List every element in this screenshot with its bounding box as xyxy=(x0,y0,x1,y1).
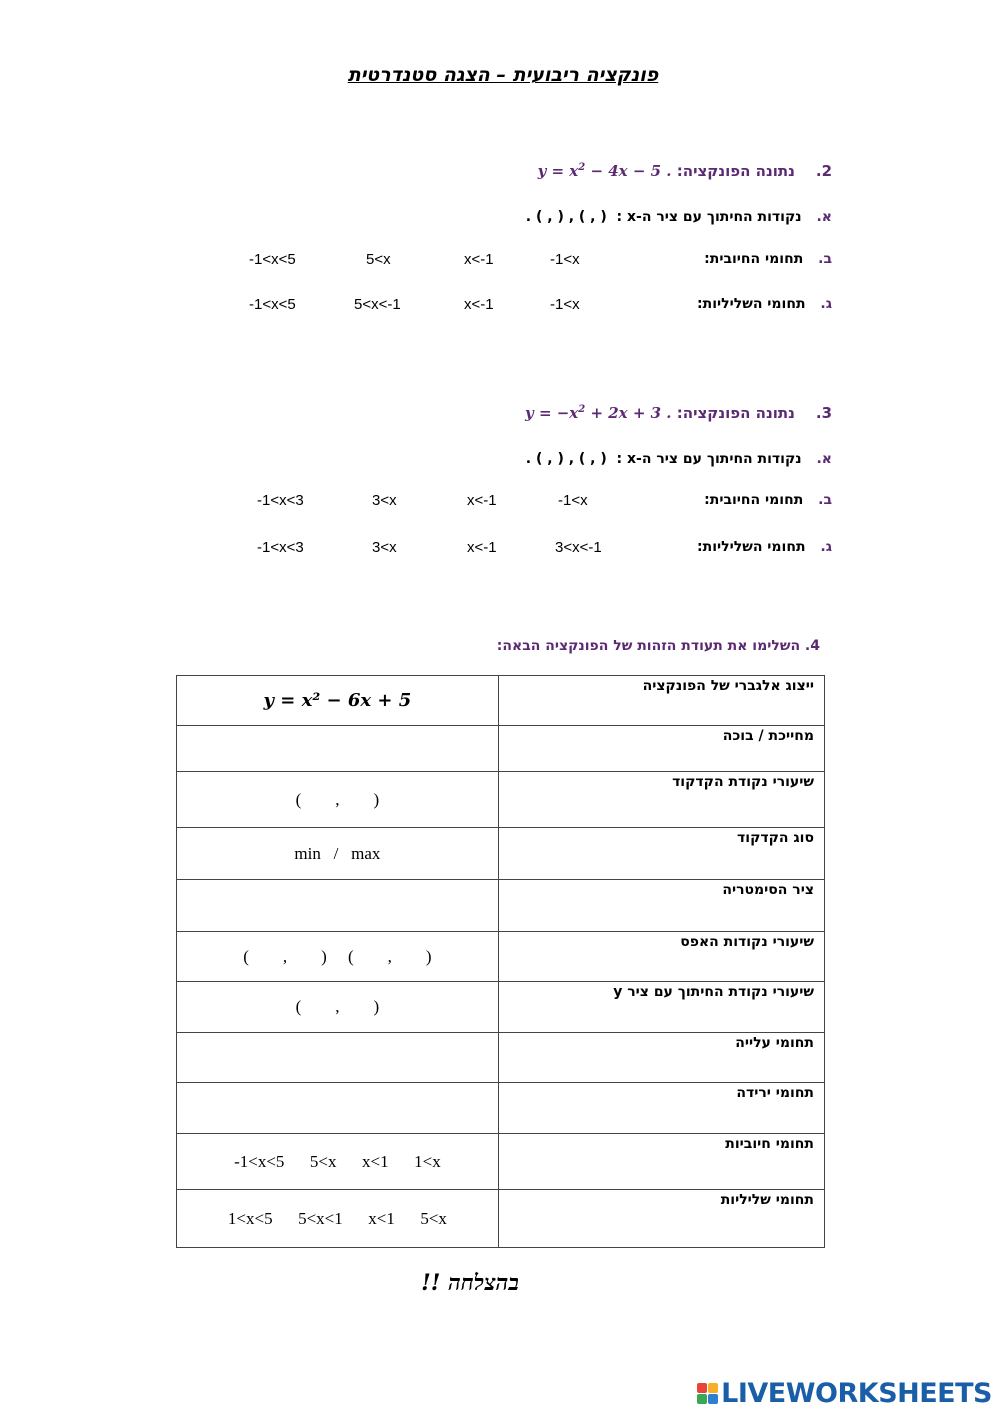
label-cell: סוג הקדקוד xyxy=(498,828,824,880)
table-row xyxy=(177,828,825,880)
option[interactable]: x<-1 xyxy=(467,492,497,509)
function-formula: $y = -x^2 + 2x + 3$ xyxy=(525,404,662,422)
question-3-heading xyxy=(525,404,832,422)
answer-cell[interactable]: min / max xyxy=(177,828,499,880)
liveworksheets-logo xyxy=(697,1378,992,1409)
intersection-points-blank[interactable]: ( , ) , ( , ) . xyxy=(525,451,607,467)
question-2-part-c-label xyxy=(697,296,832,312)
label-cell: ציר הסימטריה xyxy=(498,880,824,932)
part-label: תחומי החיובית: xyxy=(704,251,804,267)
label-cell: תחומי ירידה xyxy=(498,1083,824,1134)
logo-icon xyxy=(697,1383,718,1404)
option[interactable]: -1<x xyxy=(550,296,580,313)
part-label: תחומי השליליות: xyxy=(697,539,806,555)
logo-text: LIVEWORKSHEETS xyxy=(721,1378,992,1409)
option[interactable]: -1<x xyxy=(558,492,588,509)
label-cell: ייצוג אלגברי של הפונקציה xyxy=(498,676,824,726)
question-2-heading xyxy=(538,162,832,180)
label-cell: שיעורי נקודת החיתוך עם ציר y xyxy=(498,982,824,1033)
part-letter: ב. xyxy=(818,492,832,508)
table-row xyxy=(177,1134,825,1190)
option[interactable]: x<-1 xyxy=(464,251,494,268)
option[interactable]: 5<x xyxy=(366,251,391,268)
option[interactable]: -1<x<3 xyxy=(257,492,304,509)
label-cell: מחייכת / בוכה xyxy=(498,726,824,772)
question-3-part-a xyxy=(526,451,832,467)
good-luck-text: בהצלחה !! xyxy=(421,1270,519,1296)
label-cell: שיעורי נקודות האפס xyxy=(498,932,824,982)
option[interactable]: -1<x<5 xyxy=(249,251,296,268)
option[interactable]: x<-1 xyxy=(464,296,494,313)
question-3-part-b-label xyxy=(704,492,832,508)
option[interactable]: -1<x xyxy=(550,251,580,268)
logo-block xyxy=(697,1394,707,1404)
part-letter: ב. xyxy=(818,251,832,267)
answer-cell[interactable] xyxy=(177,1083,499,1134)
answer-cell[interactable]: 1<x<5 5<x<1 x<1 5<x xyxy=(177,1190,499,1248)
table-row xyxy=(177,1190,825,1248)
table-row xyxy=(177,880,825,932)
option[interactable]: 3<x<-1 xyxy=(555,539,602,556)
label-cell: תחומי שליליות xyxy=(498,1190,824,1248)
answer-cell[interactable]: -1<x<5 5<x x<1 1<x xyxy=(177,1134,499,1190)
label-cell: תחומי חיוביות xyxy=(498,1134,824,1190)
logo-block xyxy=(708,1383,718,1393)
answer-cell[interactable] xyxy=(177,880,499,932)
part-label: נקודות החיתוך עם ציר ה-x : xyxy=(616,451,802,467)
formula-dot: . xyxy=(666,404,672,422)
question-2-part-b-label xyxy=(704,251,832,267)
answer-cell[interactable]: ( , ) ( , ) xyxy=(177,932,499,982)
part-label: תחומי החיובית: xyxy=(704,492,804,508)
formula-value: y = x² − 6x + 5 xyxy=(263,690,412,711)
given-label: נתונה הפונקציה: xyxy=(676,404,795,422)
table-row xyxy=(177,1033,825,1083)
given-label: נתונה הפונקציה: xyxy=(676,162,795,180)
part-label: נקודות החיתוך עם ציר ה-x : xyxy=(616,209,802,225)
option[interactable]: 5<x<-1 xyxy=(354,296,401,313)
label-cell: שיעורי נקודת הקדקוד xyxy=(498,772,824,828)
table-row xyxy=(177,676,825,726)
answer-cell[interactable] xyxy=(177,726,499,772)
option[interactable]: x<-1 xyxy=(467,539,497,556)
question-number: 3. xyxy=(815,404,832,422)
question-3-part-c-label xyxy=(697,539,832,555)
question-2-part-a xyxy=(526,209,832,225)
option[interactable]: 3<x xyxy=(372,539,397,556)
answer-cell[interactable] xyxy=(177,1033,499,1083)
function-formula: $y = x^2 - 4x - 5$ xyxy=(537,162,662,180)
function-id-card-table xyxy=(176,675,825,1248)
table-row xyxy=(177,1083,825,1134)
label-cell: תחומי עלייה xyxy=(498,1033,824,1083)
page-title: פונקציה ריבועית – הצגה סטנדרטית xyxy=(347,64,659,86)
part-letter: ג. xyxy=(820,296,832,312)
table-row xyxy=(177,982,825,1033)
part-letter: ג. xyxy=(820,539,832,555)
question-4-heading: 4. השלימו את תעודת הזהות של הפונקציה הבאה: xyxy=(496,638,820,654)
table-row xyxy=(177,772,825,828)
answer-cell[interactable]: ( , ) xyxy=(177,772,499,828)
intersection-points-blank[interactable]: ( , ) , ( , ) . xyxy=(525,209,607,225)
option[interactable]: -1<x<3 xyxy=(257,539,304,556)
formula-dot: . xyxy=(666,162,672,180)
answer-cell[interactable]: ( , ) xyxy=(177,982,499,1033)
value-cell xyxy=(177,676,499,726)
table-row xyxy=(177,726,825,772)
option[interactable]: 3<x xyxy=(372,492,397,509)
table-row xyxy=(177,932,825,982)
logo-block xyxy=(697,1383,707,1393)
question-number: 2. xyxy=(815,162,832,180)
logo-block xyxy=(708,1394,718,1404)
part-letter: א. xyxy=(816,209,832,225)
part-letter: א. xyxy=(816,451,832,467)
option[interactable]: -1<x<5 xyxy=(249,296,296,313)
part-label: תחומי השליליות: xyxy=(697,296,806,312)
